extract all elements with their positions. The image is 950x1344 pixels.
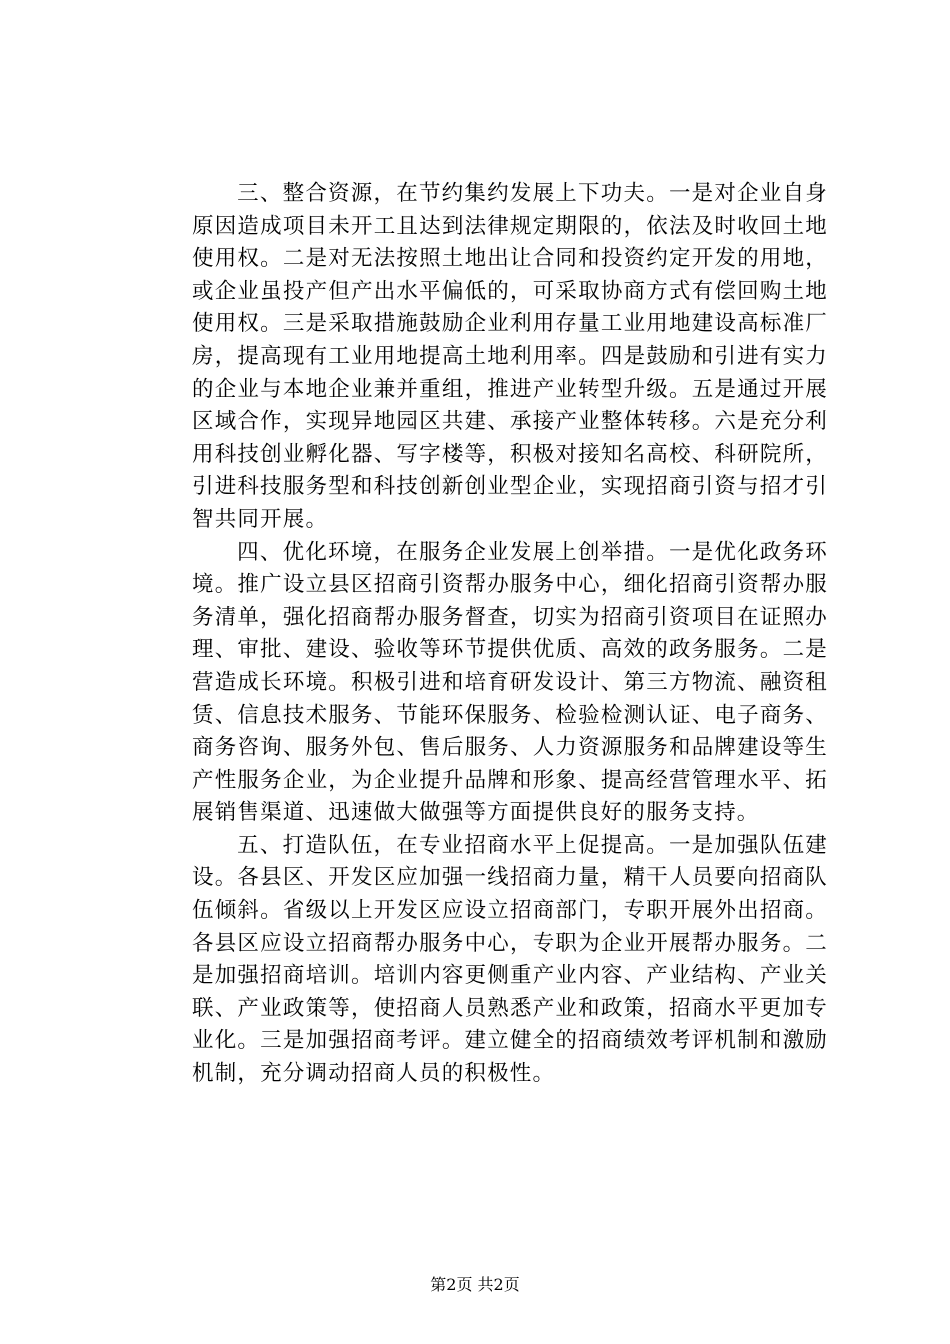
paragraph-optimize-environment: 四、优化环境，在服务企业发展上创举措。一是优化政务环境。推广设立县区招商引资帮办服务中心，细化招商引资帮办服务清单，强化招商帮办服务督查，切实为招商引资项目在证照办理、审批、建设、验收等环节提供优质、高效的政务服务。二是营造成长环境。积极引进和培育研发设计、第三方物流、融资租赁、信息技术服务、节能环保服务、检验检测认证、电子商务、商务咨询、服务外包、售后服务、人力资源服务和品牌建设等生产性服务企业，为企业提升品牌和形象、提高经营管理水平、拓展销售渠道、迅速做大做强等方面提供良好的服务支持。 [192,539,828,826]
page-number-footer: 第2页 共2页 [430,1275,520,1294]
paragraph-integrate-resources: 三、整合资源，在节约集约发展上下功夫。一是对企业自身原因造成项目未开工且达到法律规定期限的，依法及时收回土地使用权。二是对无法按照土地出让合同和投资约定开发的用地，或企业虽投产但产出水平偏低的，可采取协商方式有偿回购土地使用权。三是采取措施鼓励企业利用存量工业用地建设高标准厂房，提高现有工业用地提高土地利用率。四是鼓励和引进有实力的企业与本地企业兼并重组，推进产业转型升级。五是通过开展区域合作，实现异地园区共建、承接产业整体转移。六是充分利用科技创业孵化器、写字楼等，积极对接知名高校、科研院所，引进科技服务型和科技创新创业型企业，实现招商引资与招才引智共同开展。 [192,181,828,532]
document-body [192,178,828,1091]
paragraph-build-team: 五、打造队伍，在专业招商水平上促提高。一是加强队伍建设。各县区、开发区应加强一线招商力量，精干人员要向招商队伍倾斜。省级以上开发区应设立招商部门，专职开展外出招商。各县区应设立招商帮办服务中心，专职为企业开展帮办服务。二是加强招商培训。培训内容更侧重产业内容、产业结构、产业关联、产业政策等，使招商人员熟悉产业和政策，招商水平更加专业化。三是加强招商考评。建立健全的招商绩效考评机制和激励机制，充分调动招商人员的积极性。 [192,832,828,1087]
